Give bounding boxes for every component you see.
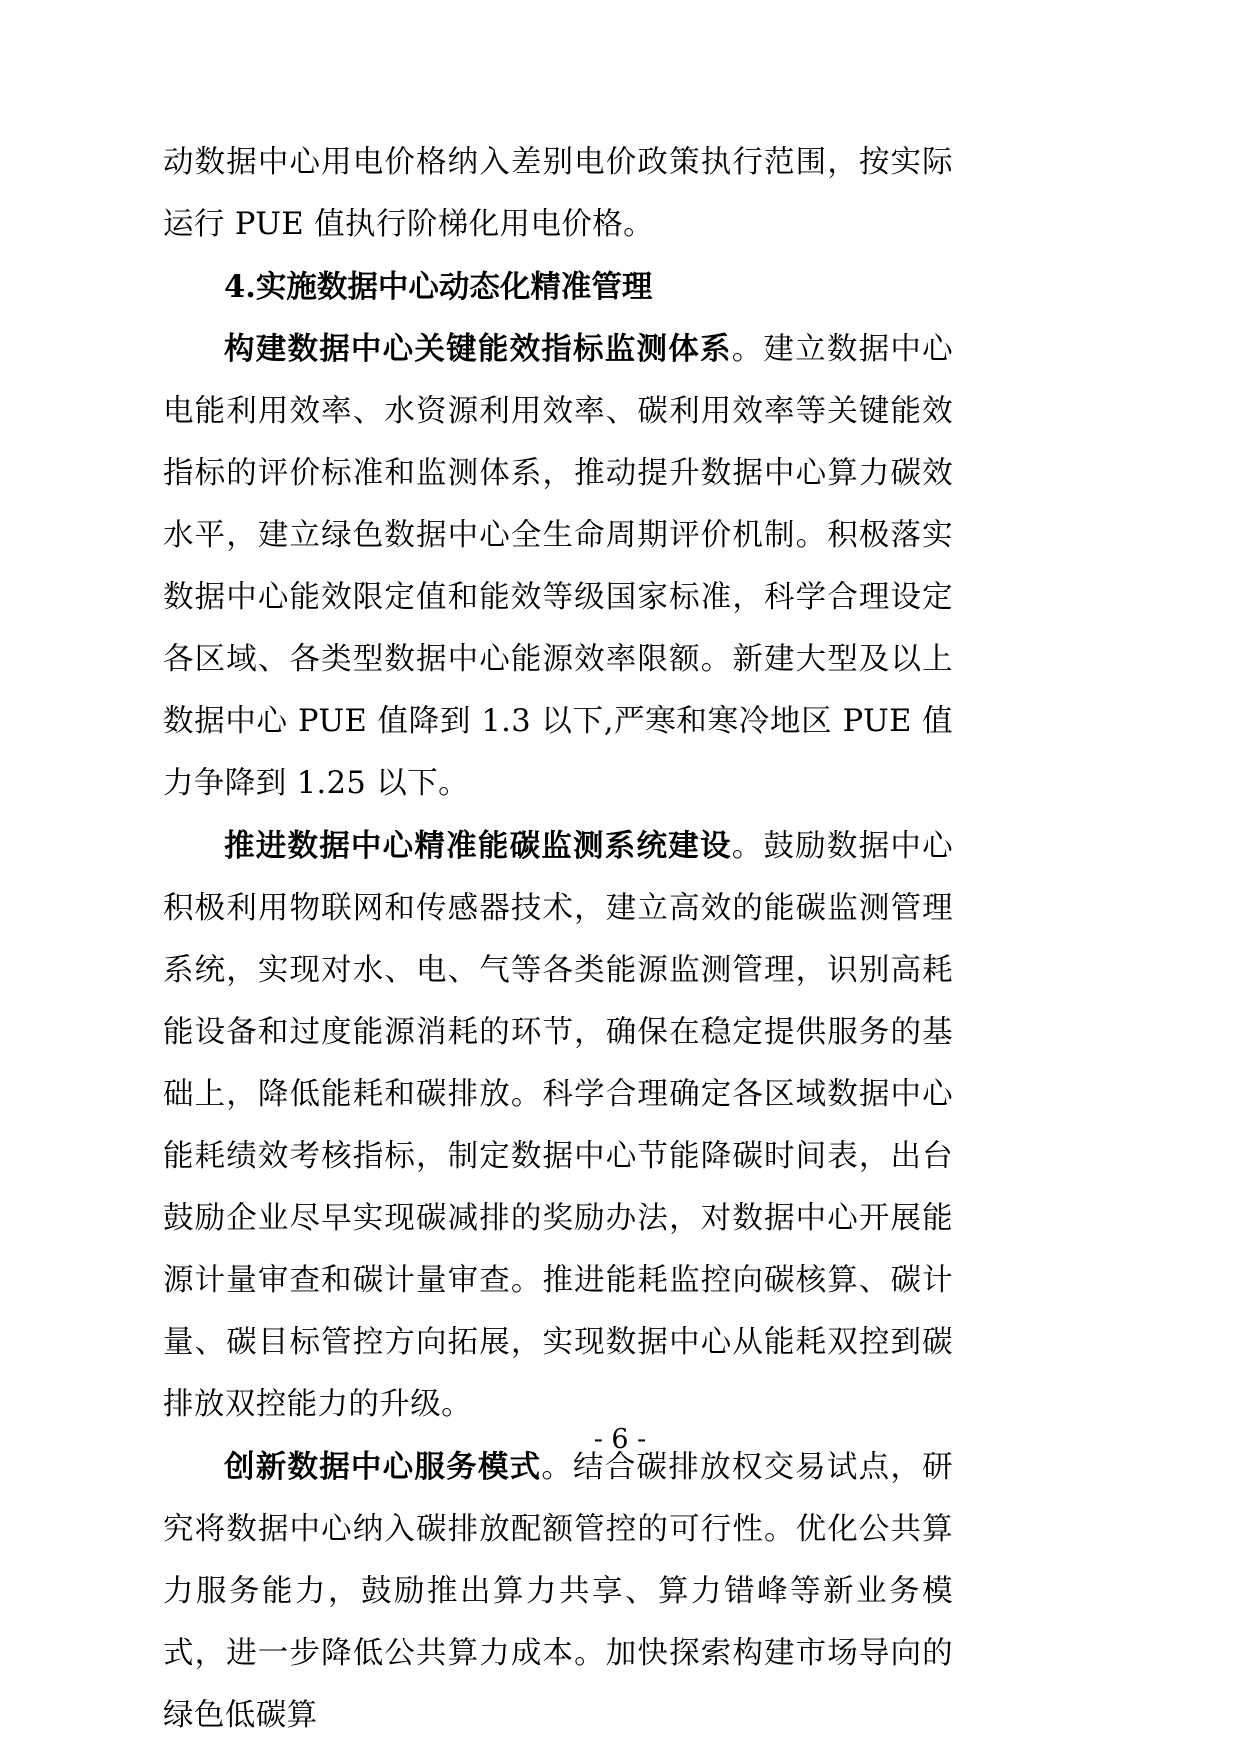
- paragraph-text: 。鼓励数据中心积极利用物联网和传感器技术，建立高效的能碳监测管理系统，实现对水、电、气等各类能源监测管理，识别高耗能设备和过度能源消耗的环节，确保在稳定提供服务的基础上，降低能耗和碳排放。科学合理确定各区域数据中心能耗绩效考核指标，制定数据中心节能降碳时间表，出台鼓励企业尽早实现碳减排的奖励办法，对数据中心开展能源计量审查和碳计量审查。推进能耗监控向碳核算、碳计量、碳目标管控方向拓展，实现数据中心从能耗双控到碳排放双控能力的升级。: [163, 829, 953, 1422]
- page-number: - 6 -: [593, 1424, 647, 1455]
- paragraph-lead-in: 推进数据中心精准能碳监测系统建设: [224, 828, 732, 864]
- heading-text: 4.实施数据中心动态化精准管理: [224, 269, 653, 305]
- paragraph-continuation: [163, 132, 953, 256]
- paragraph-carbon-monitoring-system: [163, 815, 953, 1436]
- section-heading-4: [163, 256, 953, 318]
- paragraph-text: 动数据中心用电价格纳入差别电价政策执行范围，按实际运行 PUE 值执行阶梯化用电价格。: [163, 145, 953, 242]
- page-content: [163, 132, 953, 1747]
- paragraph-text: 。结合碳排放权交易试点，研究将数据中心纳入碳排放配额管控的可行性。优化公共算力服务能力，鼓励推出算力共享、算力错峰等新业务模式，进一步降低公共算力成本。加快探索构建市场导向的绿色低碳算: [163, 1450, 954, 1733]
- paragraph-lead-in: 创新数据中心服务模式: [224, 1449, 542, 1485]
- paragraph-energy-efficiency-monitoring: [163, 318, 953, 815]
- paragraph-lead-in: 构建数据中心关键能效指标监测体系: [224, 331, 732, 367]
- paragraph-service-model-innovation: [163, 1436, 953, 1747]
- paragraph-text: 。建立数据中心电能利用效率、水资源利用效率、碳利用效率等关键能效指标的评价标准和监测体系，推动提升数据中心算力碳效水平，建立绿色数据中心全生命周期评价机制。积极落实数据中心能效限定值和能效等级国家标准，科学合理设定各区域、各类型数据中心能源效率限额。新建大型及以上数据中心 PUE 值降到 1.3 以下,严寒和寒冷地区 PUE 值力争降到 1.25 以下。: [163, 332, 953, 801]
